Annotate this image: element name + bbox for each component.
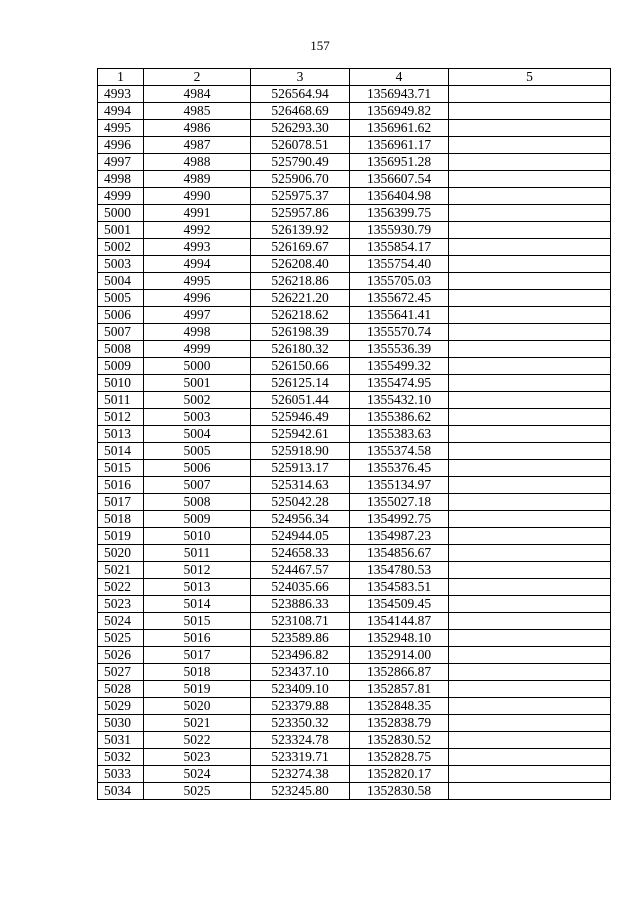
table-cell-col-1: 5025 — [98, 630, 144, 647]
table-cell-col-4: 1356961.62 — [350, 120, 449, 137]
table-cell-col-3: 524467.57 — [251, 562, 350, 579]
table-cell-col-5 — [449, 596, 611, 613]
table-row — [98, 460, 611, 477]
table-row — [98, 579, 611, 596]
table-cell-col-3: 523245.80 — [251, 783, 350, 800]
table-cell-col-4: 1354987.23 — [350, 528, 449, 545]
table-cell-col-1: 5004 — [98, 273, 144, 290]
table-cell-col-1: 5024 — [98, 613, 144, 630]
table-row — [98, 307, 611, 324]
table-cell-col-2: 5006 — [144, 460, 251, 477]
table-cell-col-2: 5021 — [144, 715, 251, 732]
table-cell-col-1: 4998 — [98, 171, 144, 188]
table-cell-col-4: 1352857.81 — [350, 681, 449, 698]
table-cell-col-2: 5004 — [144, 426, 251, 443]
table-cell-col-1: 5000 — [98, 205, 144, 222]
table-row — [98, 698, 611, 715]
table-cell-col-2: 5013 — [144, 579, 251, 596]
table-cell-col-4: 1356943.71 — [350, 86, 449, 103]
table-cell-col-3: 526198.39 — [251, 324, 350, 341]
table-cell-col-4: 1354856.67 — [350, 545, 449, 562]
table-cell-col-1: 5033 — [98, 766, 144, 783]
table-cell-col-3: 526051.44 — [251, 392, 350, 409]
table-cell-col-1: 5013 — [98, 426, 144, 443]
table-row — [98, 630, 611, 647]
table-cell-col-1: 5019 — [98, 528, 144, 545]
table-cell-col-1: 5022 — [98, 579, 144, 596]
table-cell-col-4: 1355570.74 — [350, 324, 449, 341]
table-cell-col-2: 4997 — [144, 307, 251, 324]
table-cell-col-3: 526139.92 — [251, 222, 350, 239]
table-cell-col-3: 523496.82 — [251, 647, 350, 664]
table-cell-col-4: 1352848.35 — [350, 698, 449, 715]
table-cell-col-2: 4993 — [144, 239, 251, 256]
table-cell-col-2: 4985 — [144, 103, 251, 120]
table-cell-col-4: 1352838.79 — [350, 715, 449, 732]
table-cell-col-1: 4996 — [98, 137, 144, 154]
table-cell-col-3: 525957.86 — [251, 205, 350, 222]
table-cell-col-2: 4987 — [144, 137, 251, 154]
table-cell-col-5 — [449, 188, 611, 205]
table-cell-col-5 — [449, 443, 611, 460]
table-row — [98, 766, 611, 783]
table-cell-col-2: 4986 — [144, 120, 251, 137]
table-cell-col-5 — [449, 511, 611, 528]
table-cell-col-3: 525918.90 — [251, 443, 350, 460]
table-cell-col-5 — [449, 205, 611, 222]
table-cell-col-4: 1355376.45 — [350, 460, 449, 477]
table-cell-col-1: 5001 — [98, 222, 144, 239]
column-header-2: 2 — [144, 69, 251, 86]
table-cell-col-5 — [449, 392, 611, 409]
table-cell-col-2: 5002 — [144, 392, 251, 409]
table-cell-col-3: 525042.28 — [251, 494, 350, 511]
table-cell-col-4: 1355374.58 — [350, 443, 449, 460]
table-cell-col-1: 5003 — [98, 256, 144, 273]
table-cell-col-1: 5028 — [98, 681, 144, 698]
table-cell-col-5 — [449, 579, 611, 596]
table-cell-col-3: 523409.10 — [251, 681, 350, 698]
table-cell-col-3: 524035.66 — [251, 579, 350, 596]
table-cell-col-2: 5020 — [144, 698, 251, 715]
table-row — [98, 375, 611, 392]
table-cell-col-1: 5012 — [98, 409, 144, 426]
table-cell-col-2: 5017 — [144, 647, 251, 664]
table-cell-col-3: 523274.38 — [251, 766, 350, 783]
table-row — [98, 715, 611, 732]
table-cell-col-3: 526180.32 — [251, 341, 350, 358]
table-cell-col-2: 5003 — [144, 409, 251, 426]
table-cell-col-4: 1355854.17 — [350, 239, 449, 256]
table-cell-col-5 — [449, 324, 611, 341]
table-cell-col-4: 1355641.41 — [350, 307, 449, 324]
table-cell-col-3: 525913.17 — [251, 460, 350, 477]
table-cell-col-5 — [449, 409, 611, 426]
table-row — [98, 222, 611, 239]
table-cell-col-2: 4998 — [144, 324, 251, 341]
table-row — [98, 545, 611, 562]
table-cell-col-5 — [449, 426, 611, 443]
table-cell-col-1: 4993 — [98, 86, 144, 103]
table-cell-col-4: 1355432.10 — [350, 392, 449, 409]
table-cell-col-2: 4989 — [144, 171, 251, 188]
table-cell-col-1: 5016 — [98, 477, 144, 494]
table-row — [98, 511, 611, 528]
table-cell-col-4: 1354583.51 — [350, 579, 449, 596]
table-cell-col-2: 4988 — [144, 154, 251, 171]
table-cell-col-5 — [449, 307, 611, 324]
table-cell-col-5 — [449, 460, 611, 477]
table-cell-col-4: 1355499.32 — [350, 358, 449, 375]
table-cell-col-5 — [449, 290, 611, 307]
table-cell-col-2: 5016 — [144, 630, 251, 647]
table-cell-col-3: 525906.70 — [251, 171, 350, 188]
table-cell-col-5 — [449, 562, 611, 579]
table-row — [98, 137, 611, 154]
table-cell-col-2: 5000 — [144, 358, 251, 375]
table-cell-col-4: 1355754.40 — [350, 256, 449, 273]
table-cell-col-3: 525975.37 — [251, 188, 350, 205]
table-cell-col-3: 526293.30 — [251, 120, 350, 137]
table-cell-col-5 — [449, 154, 611, 171]
table-cell-col-1: 5031 — [98, 732, 144, 749]
table-cell-col-4: 1355474.95 — [350, 375, 449, 392]
table-cell-col-5 — [449, 477, 611, 494]
table-cell-col-1: 5029 — [98, 698, 144, 715]
table-cell-col-3: 524658.33 — [251, 545, 350, 562]
table-cell-col-4: 1356399.75 — [350, 205, 449, 222]
table-cell-col-3: 523324.78 — [251, 732, 350, 749]
table-cell-col-5 — [449, 545, 611, 562]
table-cell-col-5 — [449, 647, 611, 664]
table-cell-col-3: 523886.33 — [251, 596, 350, 613]
table-cell-col-1: 4994 — [98, 103, 144, 120]
table-cell-col-3: 525942.61 — [251, 426, 350, 443]
table-cell-col-4: 1355383.63 — [350, 426, 449, 443]
table-row — [98, 205, 611, 222]
table-row — [98, 528, 611, 545]
table-cell-col-3: 523350.32 — [251, 715, 350, 732]
table-cell-col-5 — [449, 766, 611, 783]
table-cell-col-4: 1352828.75 — [350, 749, 449, 766]
table-cell-col-4: 1354144.87 — [350, 613, 449, 630]
table-cell-col-3: 523108.71 — [251, 613, 350, 630]
table-cell-col-4: 1355027.18 — [350, 494, 449, 511]
table-cell-col-1: 5020 — [98, 545, 144, 562]
table-cell-col-5 — [449, 239, 611, 256]
table-cell-col-2: 4992 — [144, 222, 251, 239]
table-row — [98, 562, 611, 579]
table-cell-col-5 — [449, 613, 611, 630]
table-row — [98, 783, 611, 800]
table-cell-col-1: 5007 — [98, 324, 144, 341]
table-cell-col-2: 5025 — [144, 783, 251, 800]
table-cell-col-4: 1355386.62 — [350, 409, 449, 426]
table-cell-col-4: 1354780.53 — [350, 562, 449, 579]
table-cell-col-5 — [449, 256, 611, 273]
table-cell-col-1: 4997 — [98, 154, 144, 171]
table-cell-col-1: 5023 — [98, 596, 144, 613]
table-cell-col-4: 1355672.45 — [350, 290, 449, 307]
table-cell-col-3: 526468.69 — [251, 103, 350, 120]
table-cell-col-2: 5001 — [144, 375, 251, 392]
table-row — [98, 103, 611, 120]
table-row — [98, 171, 611, 188]
table-cell-col-3: 524956.34 — [251, 511, 350, 528]
table-cell-col-5 — [449, 732, 611, 749]
table-cell-col-2: 4994 — [144, 256, 251, 273]
table-cell-col-1: 5002 — [98, 239, 144, 256]
table-cell-col-5 — [449, 630, 611, 647]
table-row — [98, 749, 611, 766]
table-row — [98, 239, 611, 256]
table-cell-col-5 — [449, 103, 611, 120]
table-row — [98, 613, 611, 630]
table-cell-col-3: 525790.49 — [251, 154, 350, 171]
table-cell-col-1: 5026 — [98, 647, 144, 664]
table-row — [98, 273, 611, 290]
table-cell-col-5 — [449, 341, 611, 358]
table-cell-col-2: 4999 — [144, 341, 251, 358]
table-cell-col-5 — [449, 698, 611, 715]
table-cell-col-3: 526169.67 — [251, 239, 350, 256]
coordinates-table — [97, 68, 611, 800]
table-header-row — [98, 69, 611, 86]
table-cell-col-2: 5019 — [144, 681, 251, 698]
table-cell-col-5 — [449, 528, 611, 545]
table-cell-col-3: 525946.49 — [251, 409, 350, 426]
table-cell-col-2: 4991 — [144, 205, 251, 222]
table-cell-col-5 — [449, 358, 611, 375]
table-cell-col-2: 5007 — [144, 477, 251, 494]
table-cell-col-4: 1352948.10 — [350, 630, 449, 647]
table-cell-col-5 — [449, 86, 611, 103]
table-cell-col-2: 4990 — [144, 188, 251, 205]
table-cell-col-5 — [449, 749, 611, 766]
table-cell-col-2: 5005 — [144, 443, 251, 460]
table-cell-col-1: 5014 — [98, 443, 144, 460]
table-cell-col-5 — [449, 273, 611, 290]
table-cell-col-5 — [449, 222, 611, 239]
table-cell-col-4: 1355705.03 — [350, 273, 449, 290]
table-cell-col-4: 1355930.79 — [350, 222, 449, 239]
table-cell-col-1: 5030 — [98, 715, 144, 732]
table-row — [98, 290, 611, 307]
column-header-4: 4 — [350, 69, 449, 86]
table-cell-col-5 — [449, 715, 611, 732]
table-cell-col-5 — [449, 664, 611, 681]
table-cell-col-1: 5015 — [98, 460, 144, 477]
table-row — [98, 647, 611, 664]
table-row — [98, 732, 611, 749]
table-row — [98, 596, 611, 613]
table-cell-col-2: 5010 — [144, 528, 251, 545]
table-cell-col-1: 5006 — [98, 307, 144, 324]
table-cell-col-3: 523437.10 — [251, 664, 350, 681]
table-cell-col-1: 5017 — [98, 494, 144, 511]
table-row — [98, 426, 611, 443]
table-cell-col-4: 1355536.39 — [350, 341, 449, 358]
table-row — [98, 664, 611, 681]
table-row — [98, 392, 611, 409]
table-cell-col-5 — [449, 171, 611, 188]
table-cell-col-3: 526218.62 — [251, 307, 350, 324]
table-cell-col-1: 5034 — [98, 783, 144, 800]
table-cell-col-4: 1352830.52 — [350, 732, 449, 749]
table-cell-col-5 — [449, 681, 611, 698]
table-cell-col-1: 5027 — [98, 664, 144, 681]
table-cell-col-2: 5009 — [144, 511, 251, 528]
table-cell-col-5 — [449, 120, 611, 137]
table-cell-col-2: 5018 — [144, 664, 251, 681]
table-cell-col-4: 1352866.87 — [350, 664, 449, 681]
table-cell-col-2: 5011 — [144, 545, 251, 562]
table-cell-col-2: 5024 — [144, 766, 251, 783]
table-cell-col-4: 1355134.97 — [350, 477, 449, 494]
table-row — [98, 681, 611, 698]
table-cell-col-2: 4984 — [144, 86, 251, 103]
table-row — [98, 256, 611, 273]
table-cell-col-3: 525314.63 — [251, 477, 350, 494]
table-cell-col-3: 523379.88 — [251, 698, 350, 715]
page-number: 157 — [310, 38, 330, 53]
table-cell-col-1: 4995 — [98, 120, 144, 137]
table-cell-col-4: 1354509.45 — [350, 596, 449, 613]
column-header-5: 5 — [449, 69, 611, 86]
table-body — [98, 86, 611, 800]
table-cell-col-2: 5008 — [144, 494, 251, 511]
table-cell-col-2: 5012 — [144, 562, 251, 579]
table-cell-col-5 — [449, 783, 611, 800]
table-row — [98, 477, 611, 494]
table-cell-col-2: 4996 — [144, 290, 251, 307]
table-row — [98, 86, 611, 103]
table-row — [98, 443, 611, 460]
table-cell-col-4: 1354992.75 — [350, 511, 449, 528]
table-cell-col-2: 5015 — [144, 613, 251, 630]
table-cell-col-4: 1356607.54 — [350, 171, 449, 188]
table-cell-col-1: 5009 — [98, 358, 144, 375]
table-cell-col-3: 526221.20 — [251, 290, 350, 307]
table-cell-col-1: 5032 — [98, 749, 144, 766]
table-cell-col-4: 1356961.17 — [350, 137, 449, 154]
table-row — [98, 358, 611, 375]
table-cell-col-2: 5023 — [144, 749, 251, 766]
table-cell-col-1: 5005 — [98, 290, 144, 307]
table-cell-col-1: 5008 — [98, 341, 144, 358]
table-cell-col-2: 5014 — [144, 596, 251, 613]
table-cell-col-1: 4999 — [98, 188, 144, 205]
table-cell-col-4: 1356949.82 — [350, 103, 449, 120]
table-cell-col-1: 5011 — [98, 392, 144, 409]
table-cell-col-1: 5018 — [98, 511, 144, 528]
table-cell-col-2: 5022 — [144, 732, 251, 749]
table-cell-col-3: 526125.14 — [251, 375, 350, 392]
table-row — [98, 120, 611, 137]
table-row — [98, 494, 611, 511]
table-row — [98, 409, 611, 426]
table-cell-col-3: 523319.71 — [251, 749, 350, 766]
table-cell-col-3: 526078.51 — [251, 137, 350, 154]
table-cell-col-4: 1356951.28 — [350, 154, 449, 171]
table-cell-col-1: 5021 — [98, 562, 144, 579]
table-row — [98, 341, 611, 358]
table-cell-col-3: 523589.86 — [251, 630, 350, 647]
table-cell-col-4: 1352820.17 — [350, 766, 449, 783]
table-cell-col-4: 1352830.58 — [350, 783, 449, 800]
table-cell-col-5 — [449, 494, 611, 511]
table-cell-col-5 — [449, 375, 611, 392]
table-cell-col-3: 526564.94 — [251, 86, 350, 103]
table-row — [98, 154, 611, 171]
table-cell-col-4: 1356404.98 — [350, 188, 449, 205]
table-cell-col-3: 526150.66 — [251, 358, 350, 375]
column-header-3: 3 — [251, 69, 350, 86]
table-cell-col-4: 1352914.00 — [350, 647, 449, 664]
table-cell-col-3: 526208.40 — [251, 256, 350, 273]
table-cell-col-3: 526218.86 — [251, 273, 350, 290]
table-cell-col-2: 4995 — [144, 273, 251, 290]
table-row — [98, 188, 611, 205]
table-cell-col-1: 5010 — [98, 375, 144, 392]
table-cell-col-3: 524944.05 — [251, 528, 350, 545]
table-cell-col-5 — [449, 137, 611, 154]
table-row — [98, 324, 611, 341]
column-header-1: 1 — [98, 69, 144, 86]
